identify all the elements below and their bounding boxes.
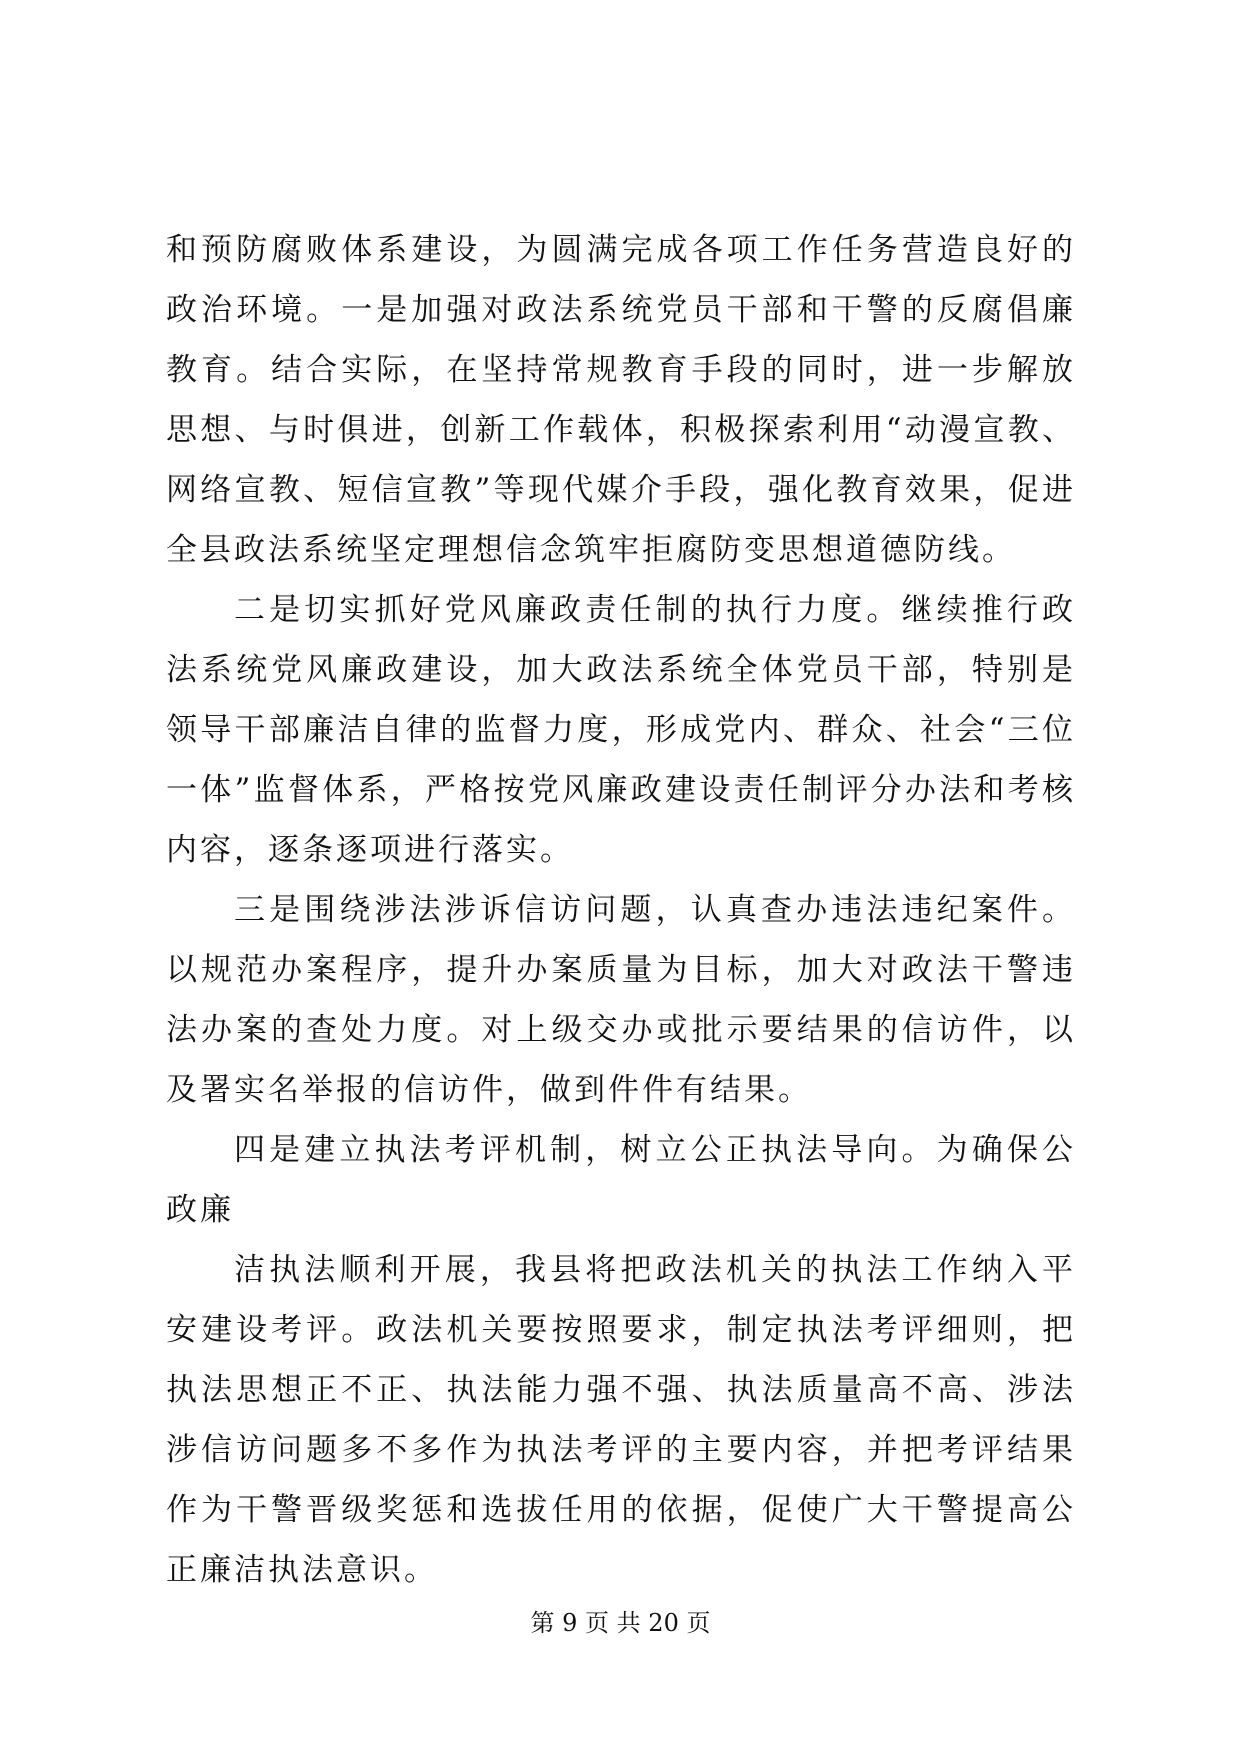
paragraph-1: 和预防腐败体系建设，为圆满完成各项工作任务营造良好的政治环境。一是加强对政法系统党员干部和干警的反腐倡廉教育。结合实际，在坚持常规教育手段的同时，进一步解放思想、与时俱进，创新工作载体，积极探索利用“动漫宣教、网络宣教、短信宣教”等现代媒介手段，强化教育效果，促进全县政法系统坚定理想信念筑牢拒腐防变思想道德防线。 <box>166 232 1076 568</box>
page-number-footer: 第 9 页 共 20 页 <box>530 1609 711 1637</box>
paragraph-5: 洁执法顺利开展，我县将把政法机关的执法工作纳入平安建设考评。政法机关要按照要求，制定执法考评细则，把执法思想正不正、执法能力强不强、执法质量高不高、涉法涉信访问题多不多作为执法考评的主要内容，并把考评结果作为干警晋级奖惩和选拔任用的依据，促使广大干警提高公正廉洁执法意识。 <box>166 1252 1076 1588</box>
paragraph-2: 二是切实抓好党风廉政责任制的执行力度。继续推行政法系统党风廉政建设，加大政法系统全体党员干部，特别是领导干部廉洁自律的监督力度，形成党内、群众、社会“三位一体”监督体系，严格按党风廉政建设责任制评分办法和考核内容，逐条逐项进行落实。 <box>166 592 1076 868</box>
document-body <box>166 220 1076 1600</box>
paragraph-4: 四是建立执法考评机制，树立公正执法导向。为确保公政廉 <box>166 1132 1076 1228</box>
paragraph-3: 三是围绕涉法涉诉信访问题，认真查办违法违纪案件。以规范办案程序，提升办案质量为目标，加大对政法干警违法办案的查处力度。对上级交办或批示要结果的信访件，以及署实名举报的信访件，做到件件有结果。 <box>166 892 1076 1108</box>
